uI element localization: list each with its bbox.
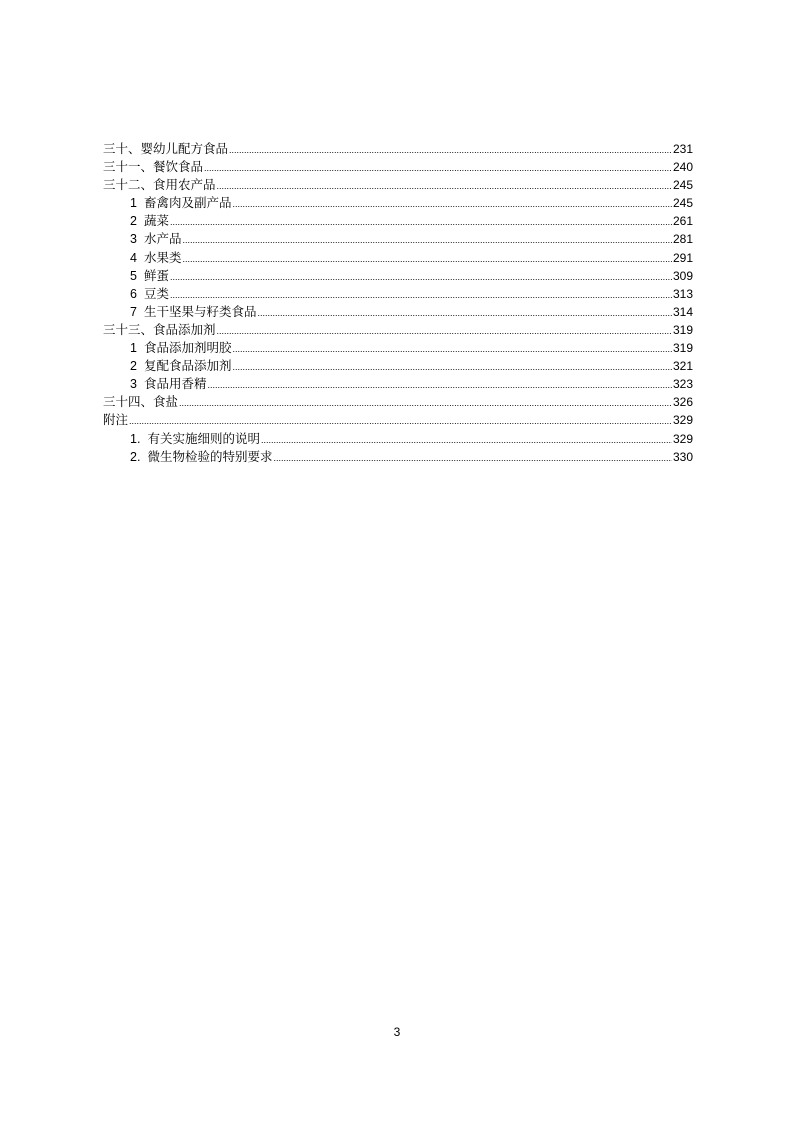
toc-entry[interactable] (103, 212, 693, 230)
toc-entry-label (130, 303, 256, 321)
toc-entry-title: 食品添加剂明胶 (143, 340, 232, 356)
toc-entry[interactable] (103, 375, 693, 393)
toc-entry-title: 蔬菜 (143, 213, 169, 229)
toc-entry[interactable] (103, 140, 693, 158)
toc-entry-title: 三十一、餐饮食品 (103, 159, 204, 175)
toc-entry-label (130, 339, 231, 357)
toc-dot-leader (217, 177, 672, 195)
toc-entry-label (130, 448, 272, 466)
toc-entry-number: 5 (130, 268, 137, 283)
toc-entry-number: 2 (130, 359, 137, 374)
toc-dot-leader (261, 431, 672, 449)
toc-dot-leader (170, 268, 672, 286)
toc-entry-title: 豆类 (143, 285, 169, 301)
toc-entry-title: 有关实施细则的说明 (147, 430, 260, 446)
toc-entry-page: 314 (672, 304, 693, 319)
toc-entry[interactable] (103, 303, 693, 321)
toc-entry-page: 329 (672, 431, 693, 446)
toc-dot-leader (229, 141, 672, 159)
toc-entry-number: 1 (130, 341, 137, 356)
toc-entry-title: 畜禽肉及副产品 (143, 195, 232, 211)
toc-entry-number: 1 (130, 196, 137, 211)
toc-entry[interactable] (103, 339, 693, 357)
toc-entry-page: 309 (672, 268, 693, 283)
toc-dot-leader (273, 449, 672, 467)
toc-entry-number: 3 (130, 377, 137, 392)
toc-dot-leader (204, 159, 672, 177)
toc-entry-page: 281 (672, 232, 693, 247)
toc-entry-label (103, 176, 216, 194)
table-of-contents (103, 140, 693, 466)
toc-entry-title: 复配食品添加剂 (143, 358, 232, 374)
toc-entry-title: 生干坚果与籽类食品 (143, 303, 257, 319)
toc-entry[interactable] (103, 194, 693, 212)
toc-entry-page: 326 (672, 395, 693, 410)
toc-entry-title: 附注 (103, 412, 129, 428)
toc-entry-page: 323 (672, 377, 693, 392)
toc-entry-label (130, 285, 169, 303)
toc-dot-leader (182, 250, 672, 268)
toc-entry-number: 6 (130, 286, 137, 301)
toc-dot-leader (170, 213, 672, 231)
toc-entry-label (130, 267, 169, 285)
toc-entry-title: 三十、婴幼儿配方食品 (103, 141, 229, 156)
toc-entry-number: 7 (130, 304, 137, 319)
toc-entry-page: 291 (672, 250, 693, 265)
toc-entry-label (130, 430, 260, 448)
toc-dot-leader (207, 376, 672, 394)
toc-entry-page: 319 (672, 322, 693, 337)
toc-entry[interactable] (103, 430, 693, 448)
toc-entry-page: 231 (672, 142, 693, 156)
toc-entry-page: 319 (672, 341, 693, 356)
toc-entry[interactable] (103, 411, 693, 429)
toc-entry-title: 鲜蛋 (143, 267, 169, 283)
toc-entry-page: 245 (672, 196, 693, 211)
toc-dot-leader (179, 394, 672, 412)
toc-entry-number: 4 (130, 250, 137, 265)
toc-dot-leader (170, 286, 672, 304)
toc-entry-page: 245 (672, 178, 693, 193)
toc-entry-page: 329 (672, 413, 693, 428)
toc-dot-leader (257, 304, 672, 322)
toc-entry-label (103, 140, 228, 158)
toc-entry-label (130, 212, 169, 230)
toc-entry-title: 水产品 (143, 231, 182, 247)
toc-entry-page: 330 (672, 449, 693, 464)
toc-entry-number: 2. (130, 449, 141, 464)
toc-dot-leader (217, 322, 672, 340)
toc-entry-page: 321 (672, 359, 693, 374)
toc-entry-label (130, 230, 181, 248)
toc-dot-leader (182, 231, 672, 249)
toc-entry[interactable] (103, 285, 693, 303)
toc-entry[interactable] (103, 448, 693, 466)
toc-entry[interactable] (103, 230, 693, 248)
toc-entry-title: 食品用香精 (143, 376, 207, 392)
toc-entry-title: 水果类 (143, 249, 182, 265)
toc-entry-label (130, 249, 181, 267)
toc-entry-label (130, 194, 231, 212)
toc-dot-leader (232, 195, 672, 213)
toc-entry-number: 2 (130, 214, 137, 229)
toc-entry-title: 三十二、食用农产品 (103, 177, 216, 193)
toc-entry-label (130, 357, 231, 375)
toc-entry-label (103, 158, 203, 176)
toc-entry[interactable] (103, 267, 693, 285)
toc-entry-page: 240 (672, 160, 693, 175)
toc-entry-page: 313 (672, 286, 693, 301)
toc-dot-leader (129, 412, 672, 430)
toc-entry-label (130, 375, 206, 393)
toc-entry-label (103, 411, 128, 429)
toc-entry-title: 微生物检验的特别要求 (147, 448, 273, 464)
toc-dot-leader (232, 340, 672, 358)
toc-entry-page: 261 (672, 214, 693, 229)
toc-entry[interactable] (103, 321, 693, 339)
toc-entry-title: 三十四、食盐 (103, 394, 179, 410)
toc-entry-label (103, 321, 216, 339)
toc-entry[interactable] (103, 357, 693, 375)
toc-entry[interactable] (103, 249, 693, 267)
toc-entry[interactable] (103, 393, 693, 411)
page-number: 3 (393, 1025, 401, 1039)
toc-entry-label (103, 393, 178, 411)
toc-dot-leader (232, 358, 672, 376)
toc-entry-number: 1. (130, 431, 141, 446)
toc-entry[interactable] (103, 176, 693, 194)
toc-entry[interactable] (103, 158, 693, 176)
toc-entry-title: 三十三、食品添加剂 (103, 321, 216, 337)
toc-entry-number: 3 (130, 232, 137, 247)
